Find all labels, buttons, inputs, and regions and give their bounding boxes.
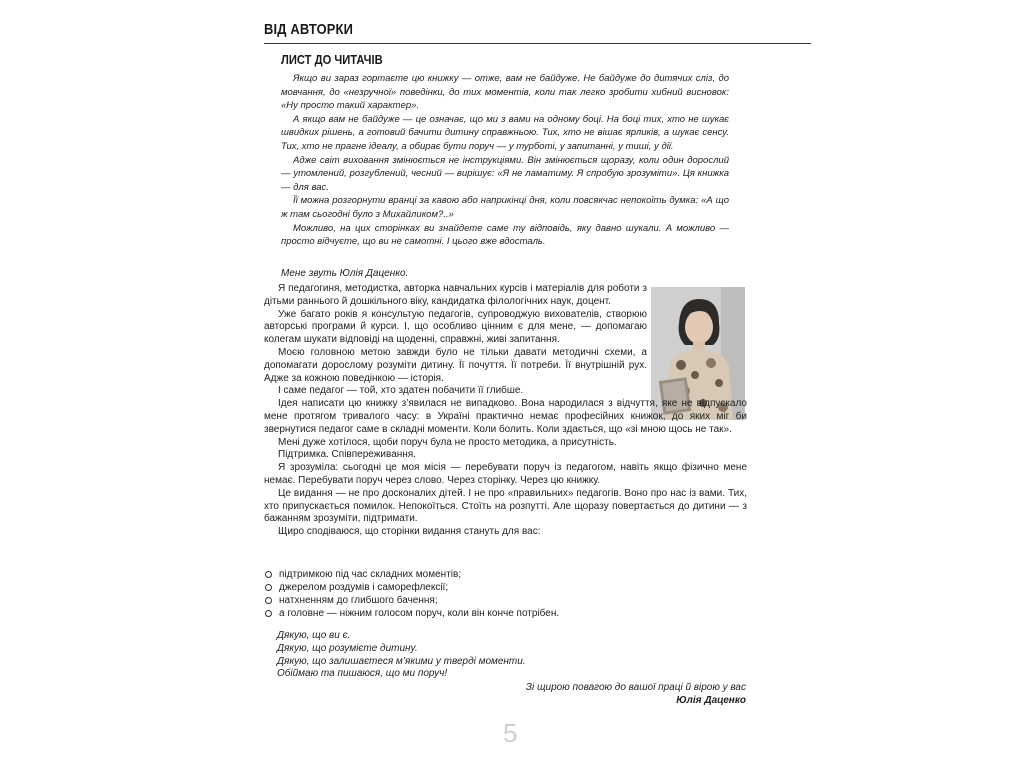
list-item <box>264 568 747 581</box>
bio-paragraph: Уже багато років я консультую педагогів, супроводжую вихователів, створюю авторські програми й курси. І, що особливо цінним є для мене, — допомагаю колегам шукати відповіді на щоденні, справжні, живі запитання. <box>264 308 647 346</box>
letter-paragraph: Якщо ви зараз гортаєте цю книжку — отже, вам не байдуже. Не байдуже до дитячих сліз, до мовчання, до «незручної» поведінки, до тих моментів, коли так легко зробити хибний висновок: «Ну просто такий характер». <box>281 73 729 112</box>
bio-paragraph: Я зрозуміла: сьогодні це моя місія — перебувати поруч із педагогом, навіть якщо фізично мене немає. Перебувати поруч через слово. Через сторінку. Через цю книжку. <box>264 462 747 486</box>
closing-line: Обіймаю та пишаюся, що ми поруч! <box>277 668 448 680</box>
letter-paragraph: А якщо вам не байдуже — це означає, що ми з вами на одному боці. На боці тих, хто не шукає швидких рішень, а готовий бачити дитину справжньою. Тих, хто не вішає ярликів, а шукає сенсу. Тих, хто не прагне ідеалу, а обирає бути поруч — у турботі, у запитанні, у тиші, у дії. <box>281 113 729 152</box>
list-item-text: джерелом роздумів і саморефлексії; <box>279 582 449 593</box>
bio-paragraph: Мені дуже хотілося, щоби поруч була не просто методика, а присутність. <box>278 436 617 448</box>
circle-bullet-icon <box>265 610 272 617</box>
bio-paragraph: І саме педагог — той, хто здатен побачити її глибше. <box>278 385 524 397</box>
page-number: 5 <box>503 718 518 748</box>
author-bio <box>264 283 747 539</box>
list-item <box>264 581 747 594</box>
letter-text <box>281 72 729 249</box>
list-item <box>264 607 747 620</box>
chapter-heading: ВІД АВТОРКИ <box>264 21 354 38</box>
letter-paragraph: Адже світ виховання змінюється не інструкціями. Він змінюється щоразу, коли один дорослий — утомлений, розгублений, чесний — вирішує: «Я не ламатиму. Я спробую зрозуміти». Ця книжка — для вас. <box>281 154 729 193</box>
list-item <box>264 594 747 607</box>
heading-divider <box>264 43 811 44</box>
closing-line: Дякую, що залишаєтеся м’якими у тверді моменти. <box>277 655 526 667</box>
bio-paragraph: Щиро сподіваюся, що сторінки видання стануть для вас: <box>278 526 541 538</box>
letter-paragraph: Можливо, на цих сторінках ви знайдете саме ту відповідь, яку давно шукали. А можливо — просто відчуєте, що ви не самотні. І цього вже вдосталь. <box>281 222 729 248</box>
closing-line: Дякую, що розумієте дитину. <box>277 642 418 654</box>
bio-paragraph: Підтримка. Співпереживання. <box>278 449 416 461</box>
signoff-line: Зі щирою повагою до вашої праці й вірою у вас <box>525 682 746 693</box>
closing-lines <box>277 630 526 681</box>
circle-bullet-icon <box>265 571 272 578</box>
bio-paragraph: Це видання — не про досконалих дітей. І не про «правильних» педагогів. Воно про нас із вами. Тих, хто припускається помилок. Непокоїться. Стоїть на розпутті. Але щоразу повертається до дитини — з бажанням зрозуміти, підтримати. <box>264 487 747 525</box>
list-item-text: натхненням до глибшого бачення; <box>279 595 438 606</box>
letter-paragraph: Її можна розгорнути вранці за кавою або наприкінці дня, коли повсякчас непокоїть думка: «А що ж там сьогодні було з Михайликом?..» <box>281 195 729 220</box>
list-item-text: підтримкою під час складних моментів; <box>279 569 462 580</box>
signoff <box>480 681 746 707</box>
list-item-text: а головне — ніжним голосом поруч, коли він конче потрібен. <box>279 608 560 619</box>
author-intro: Мене звуть Юлія Даценко. <box>281 268 409 279</box>
circle-bullet-icon <box>265 597 272 604</box>
section-title: ЛИСТ ДО ЧИТАЧІВ <box>281 52 383 67</box>
bio-paragraph: Ідея написати цю книжку з’явилася не випадково. Вона народилася з відчуття, яке не відпускало мене протягом тривалого часу: в Україні практично немає професійних книжок, до яких міг би звернутися педагог саме в складні моменти. Коли болить. Коли здається, що «зі мною щось не так». <box>264 398 747 435</box>
closing-line: Дякую, що ви є. <box>277 630 351 641</box>
bio-paragraph: Моєю головною метою завжди було не тільки давати методичні схеми, а допомагати дорослому розуміти дитину. Її почуття. Її потреби. Її внутрішній рух. Адже за кожною поведінкою — історія. <box>264 346 647 384</box>
circle-bullet-icon <box>265 584 272 591</box>
hopes-list <box>264 568 747 620</box>
author-name: Юлія Даценко <box>676 695 746 706</box>
bio-paragraph: Я педагогиня, методистка, авторка навчальних курсів і матеріалів для роботи з дітьми раннього й дошкільного віку, кандидатка філологічних наук, доцент. <box>264 283 647 307</box>
